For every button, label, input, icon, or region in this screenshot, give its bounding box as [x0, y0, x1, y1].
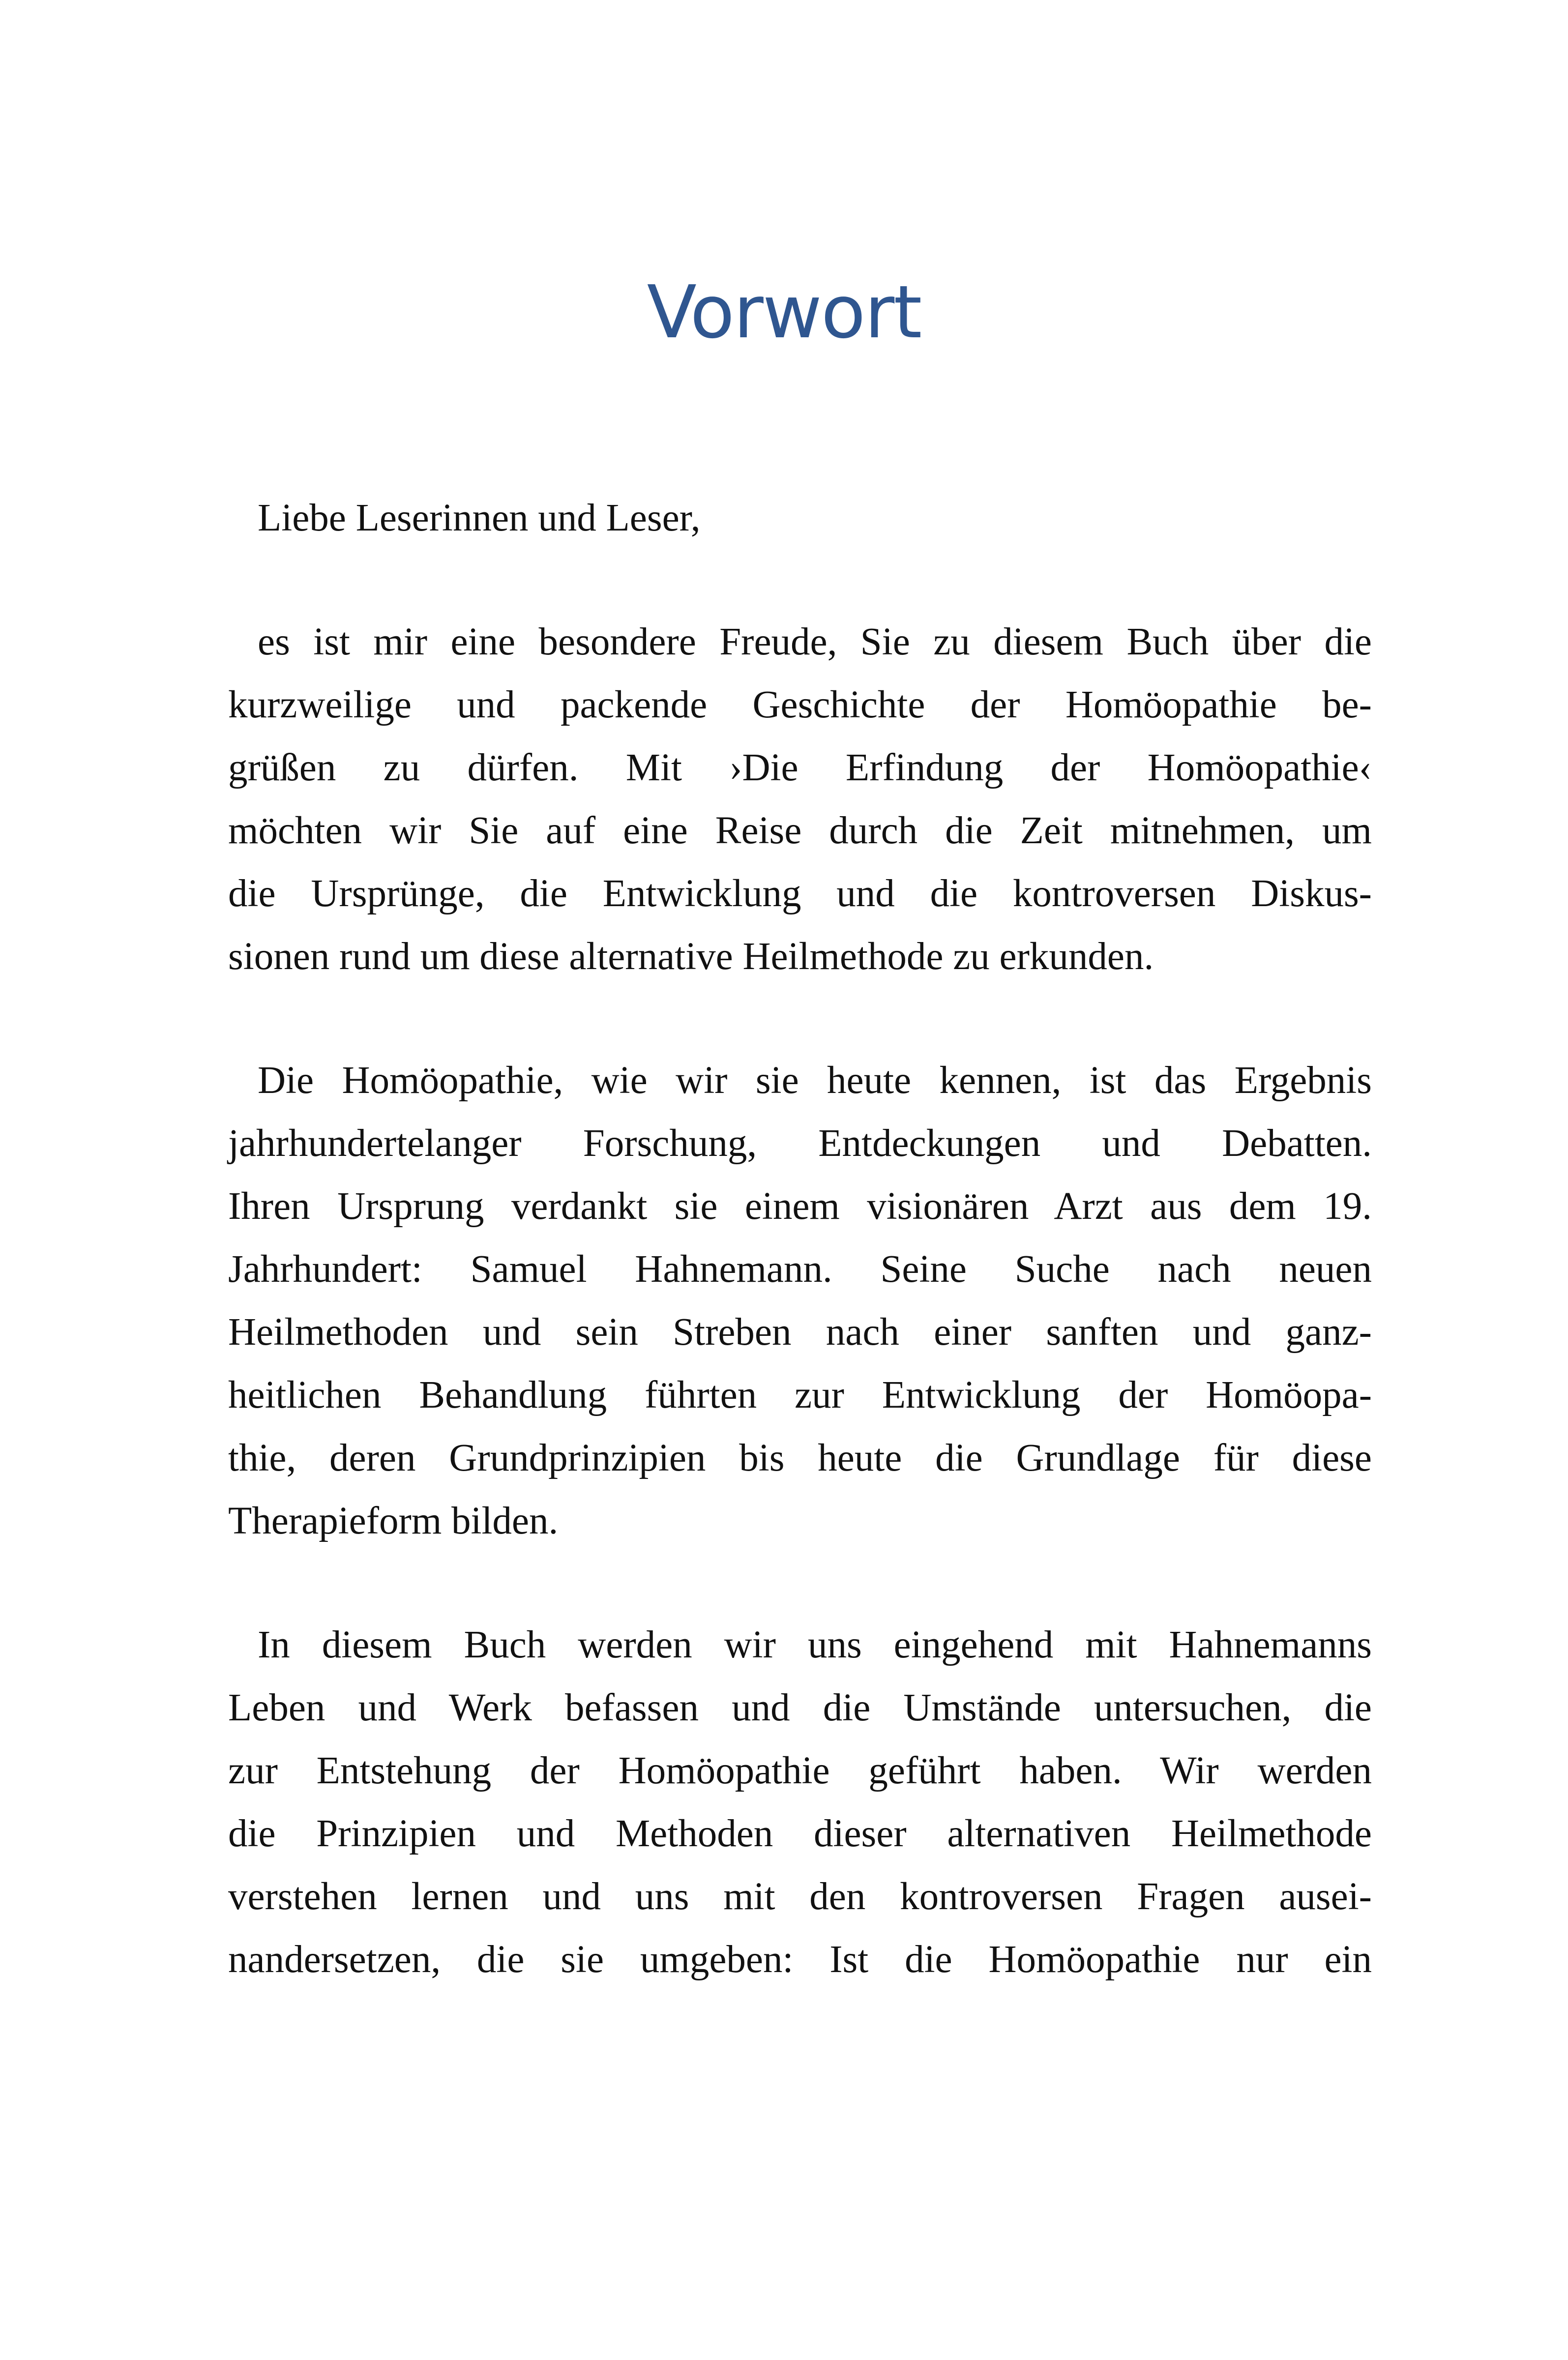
paragraph-line: möchten wir Sie auf eine Reise durch die Zeit mitnehmen, um [228, 809, 1372, 852]
paragraph-line: zur Entstehung der Homöopathie geführt haben. Wir werden [228, 1749, 1372, 1792]
salutation: Liebe Leserinnen und Leser, [258, 497, 701, 539]
paragraph-line: die Ursprünge, die Entwicklung und die kontroversen Diskus- [228, 872, 1372, 915]
paragraph-spacer [228, 988, 1372, 1049]
paragraph-line: es ist mir eine besondere Freude, Sie zu diesem Buch über die [258, 620, 1372, 663]
paragraph-line: die Prinzipien und Methoden dieser alternativen Heilmethode [228, 1812, 1372, 1855]
paragraph-spacer [228, 1553, 1372, 1614]
paragraph-line: kurzweilige und packende Geschichte der Homöopathie be- [228, 683, 1372, 726]
paragraph-line: Leben und Werk befassen und die Umstände untersuchen, die [228, 1686, 1372, 1729]
paragraph-3 [228, 1614, 1372, 1991]
paragraph-1 [228, 611, 1372, 988]
paragraph-line: heitlichen Behandlung führten zur Entwicklung der Homöopa- [228, 1374, 1372, 1416]
paragraph-2 [228, 1049, 1372, 1553]
paragraph-line: In diesem Buch werden wir uns eingehend mit Hahnemanns [258, 1623, 1372, 1666]
paragraph-line: jahrhundertelanger Forschung, Entdeckungen und Debatten. [228, 1122, 1372, 1165]
paragraph-line: Therapieform bilden. [228, 1500, 559, 1542]
paragraph-line: sionen rund um diese alternative Heilmethode zu erkunden. [228, 935, 1154, 978]
paragraph-spacer [228, 550, 1372, 611]
paragraph-line: grüßen zu dürfen. Mit ›Die Erfindung der Homöopathie‹ [228, 746, 1372, 789]
paragraph-line: verstehen lernen und uns mit den kontroversen Fragen ausei- [228, 1875, 1372, 1918]
paragraph-line: Die Homöopathie, wie wir sie heute kennen, ist das Ergebnis [258, 1059, 1372, 1102]
paragraph-line: Heilmethoden und sein Streben nach einer sanften und ganz- [228, 1311, 1372, 1354]
paragraph-line: thie, deren Grundprinzipien bis heute die Grundlage für diese [228, 1437, 1372, 1479]
body-text [228, 487, 1372, 1991]
chapter-title: Vorwort [647, 270, 921, 354]
paragraph-line: Ihren Ursprung verdankt sie einem visionären Arzt aus dem 19. [228, 1185, 1372, 1228]
paragraph-line: nandersetzen, die sie umgeben: Ist die Homöopathie nur ein [228, 1938, 1372, 1981]
paragraph-line: Jahrhundert: Samuel Hahnemann. Seine Suche nach neuen [228, 1248, 1372, 1291]
